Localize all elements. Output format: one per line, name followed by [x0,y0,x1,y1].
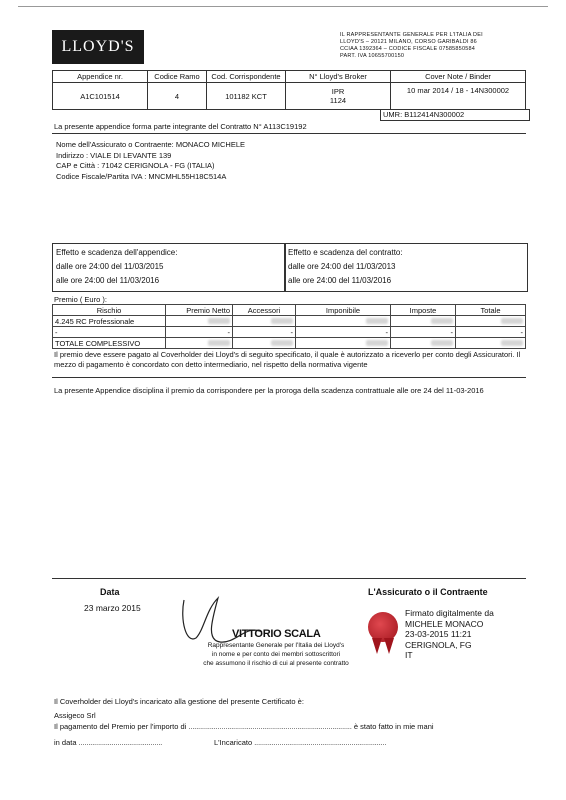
umr-box: UMR: B112414N300002 [380,109,530,121]
payment-line: Il pagamento del Premio per l'importo di .................................................................................... è stato fatto in mie mani [54,722,434,731]
contract-note: La presente appendice forma parte integrante del Contratto N° A113C19192 [54,122,307,131]
lloyds-logo: LLOYD'S [52,30,144,64]
representative-address: IL RAPPRESENTANTE GENERALE PER L'ITALIA DEI LLOYD'S – 20121 MILANO, CORSO GARIBALDI 86 CCIAA 1392364 – CODICE FISCALE 07585850584 PART. IVA 10655700150 [340,32,483,59]
appendix-period-box: Effetto e scadenza dell'appendice: dalle ore 24:00 del 11/03/2015 alle ore 24:00 del 11/03/2016 [52,243,286,292]
date-line: in data ........................................... [54,738,163,747]
signature-divider [52,578,526,579]
appendix-note: La presente Appendice disciplina il premio da corrispondere per la proroga della scadenza contrattuale alle ore 24 del 11-03-2016 [54,386,484,395]
seal-ribbon-right [384,638,394,654]
contract-period-box: Effetto e scadenza del contratto: dalle ore 24:00 del 11/03/2013 alle ore 24:00 del 11/03/2016 [284,243,528,292]
date-label: Data [100,587,120,597]
seal-ribbon-left [372,638,382,654]
premium-table: Rischio Premio Netto Accessori Imponibile Imposte Totale 4.245 RC Professionale - - - - - - TOTALE COMPLESSIVO [52,304,526,349]
payment-note: Il premio deve essere pagato al Coverholder dei Lloyd's di seguito specificato, il quale è autorizzato a riceverlo per conto degli Assicuratori. Il mezzo di pagamento è concordato con detto intermediario, nel rispetto della normativa vigente [54,350,521,369]
blurred-value [501,318,523,324]
blurred-value [271,340,293,346]
premium-title: Premio ( Euro ): [54,295,107,304]
blurred-value [431,340,453,346]
insured-label: L'Assicurato o il Contraente [368,587,488,597]
blurred-value [366,318,388,324]
blurred-value [366,340,388,346]
top-rule [18,6,548,7]
divider [52,133,526,134]
rep-name-stamp: VITTORIO SCALA [232,628,321,640]
coverholder-company: Assigeco Srl [54,711,96,720]
coverholder-line: Il Coverholder dei Lloyd's incaricato alla gestione del presente Certificato è: [54,697,304,706]
incaricato-line: L'Incaricato .................................................................... [214,738,387,747]
blurred-value [271,318,293,324]
digital-signature: Firmato digitalmente da MICHELE MONACO 23-03-2015 11:21 CERIGNOLA, FG IT [405,608,494,660]
blurred-value [431,318,453,324]
blurred-value [208,318,230,324]
rep-stamp-text: Rappresentante Generale per l'Italia dei Lloyd's in nome e per conto dei membri sottoscrittori che assumono il rischio di cui al presente contratto [203,642,349,667]
blurred-value [501,340,523,346]
header-table: Appendice nr. Codice Ramo Cod. Corrispondente N° Lloyd's Broker Cover Note / Binder A1C101514 4 101182 KCT IPR 1124 10 mar 2014 / 18 - 14N300002 [52,70,526,110]
signature-date: 23 marzo 2015 [84,603,141,613]
insured-info: Nome dell'Assicurato o Contraente: MONACO MICHELE Indirizzo : VIALE DI LEVANTE 139 CAP e Città : 71042 CERIGNOLA - FG (ITALIA) Codice Fiscale/Partita IVA : MNCMHL55H18C514A [56,140,245,181]
divider [52,377,526,378]
blurred-value [208,340,230,346]
